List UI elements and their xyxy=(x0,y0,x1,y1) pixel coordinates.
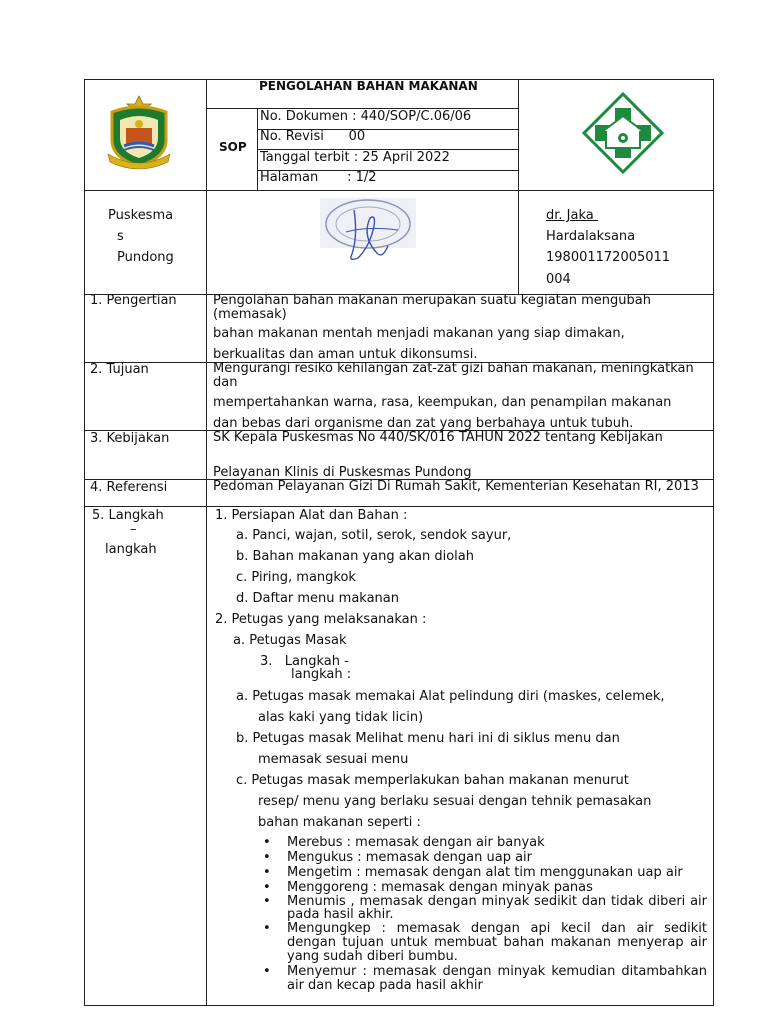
document-title: PENGOLAHAN BAHAN MAKANAN xyxy=(259,79,478,93)
step3-heading-line1: 3. Langkah - xyxy=(260,654,349,669)
step3-item-c-line1: c. Petugas masak memperlakukan bahan makanan menurut xyxy=(236,773,629,788)
step3-item-c-line2: resep/ menu yang berlaku sesuai dengan tehnik pemasakan xyxy=(258,794,652,809)
step3-item-a-line2: alas kaki yang tidak licin) xyxy=(258,710,424,725)
signer-name-line1: dr. Jaka xyxy=(546,208,598,223)
cooking-method-item: • Merebus : memasak dengan air banyak xyxy=(287,836,707,850)
page-number: Halaman : 1/2 xyxy=(260,170,377,185)
sop-label: SOP xyxy=(219,140,247,154)
kebijakan-text-line1: SK Kepala Puskesmas No 440/SK/016 TAHUN 2022 tentang Kebijakan xyxy=(213,430,663,445)
step1-item-d: d. Daftar menu makanan xyxy=(236,591,399,606)
cooking-method-item: • Menyemur : memasak dengan minyak kemudian ditambahkan air dan kecap pada hasil akhir xyxy=(287,965,707,993)
pengertian-text-line2: bahan makanan mentah menjadi makanan yang siap dimakan, xyxy=(213,326,625,341)
org-name-line3: Pundong xyxy=(117,250,174,265)
tujuan-text-line2: mempertahankan warna, rasa, keempukan, dan penampilan makanan xyxy=(213,395,672,410)
cooking-method-item: • Mengetim : memasak dengan alat tim menggunakan uap air xyxy=(287,866,707,880)
org-name-line1: Puskesma xyxy=(108,208,174,223)
langkah-label-line3: langkah xyxy=(105,542,157,557)
step3-heading-line2: langkah : xyxy=(291,667,352,682)
step1-item-a: a. Panci, wajan, sotil, serok, sendok sayur, xyxy=(236,528,512,543)
step1-item-c: c. Piring, mangkok xyxy=(236,570,356,585)
step3-item-c-line3: bahan makanan seperti : xyxy=(258,815,421,830)
puskesmas-cross-logo-icon xyxy=(582,92,664,174)
cooking-method-item: • Menumis , memasak dengan minyak sedikit dan tidak diberi air pada hasil akhir. xyxy=(287,895,707,921)
step1-item-b: b. Bahan makanan yang akan diolah xyxy=(236,549,474,564)
signer-nip-line2: 004 xyxy=(546,272,571,287)
langkah-label-line2: – xyxy=(130,522,137,537)
revision-number: No. Revisi 00 xyxy=(260,129,366,144)
cooking-method-item: • Menggoreng : memasak dengan minyak panas xyxy=(287,881,707,895)
pengertian-label: 1. Pengertian xyxy=(90,293,177,308)
langkah-label-line1: 5. Langkah xyxy=(92,508,164,523)
pengertian-text-line1: Pengolahan bahan makanan merupakan suatu kegiatan mengubah (memasak) xyxy=(213,293,651,322)
signature-stamp-icon xyxy=(318,196,418,268)
signer-nip-line1: 198001172005011 xyxy=(546,250,671,265)
referensi-label: 4. Referensi xyxy=(90,480,168,495)
step1-heading: 1. Persiapan Alat dan Bahan : xyxy=(215,508,408,523)
step3-item-b-line2: memasak sesuai menu xyxy=(258,752,409,767)
step2-item-a: a. Petugas Masak xyxy=(233,633,347,648)
signer-name-line2: Hardalaksana xyxy=(546,229,636,244)
step2-heading: 2. Petugas yang melaksanakan : xyxy=(215,612,427,627)
kebijakan-text-line2: Pelayanan Klinis di Puskesmas Pundong xyxy=(213,465,472,480)
tujuan-text-line1: Mengurangi resiko kehilangan zat-zat gizi bahan makanan, meningkatkan dan xyxy=(213,361,694,390)
cooking-method-item: • Mengukus : memasak dengan uap air xyxy=(287,851,707,865)
tujuan-label: 2. Tujuan xyxy=(90,362,149,377)
pengertian-text-line3: berkualitas dan aman untuk dikonsumsi. xyxy=(213,347,478,362)
step3-item-a-line1: a. Petugas masak memakai Alat pelindung diri (maskes, celemek, xyxy=(236,689,665,704)
cooking-method-item: • Mengungkep : memasak dengan api kecil dan air sedikit dengan tujuan untuk membuat bahan makanan menyerap air yang sudah diberi bumbu. xyxy=(287,922,707,964)
document-number: No. Dokumen : 440/SOP/C.06/06 xyxy=(260,109,472,124)
referensi-text: Pedoman Pelayanan Gizi Di Rumah Sakit, Kementerian Kesehatan RI, 2013 xyxy=(213,479,699,494)
step3-item-b-line1: b. Petugas masak Melihat menu hari ini di siklus menu dan xyxy=(236,731,620,746)
org-name-line2: s xyxy=(117,229,124,244)
kebijakan-label: 3. Kebijakan xyxy=(90,431,170,446)
tujuan-text-line3: dan bebas dari organisme dan zat yang berbahaya untuk tubuh. xyxy=(213,416,634,431)
regency-crest-icon xyxy=(104,92,174,170)
issue-date: Tanggal terbit : 25 April 2022 xyxy=(260,150,450,165)
